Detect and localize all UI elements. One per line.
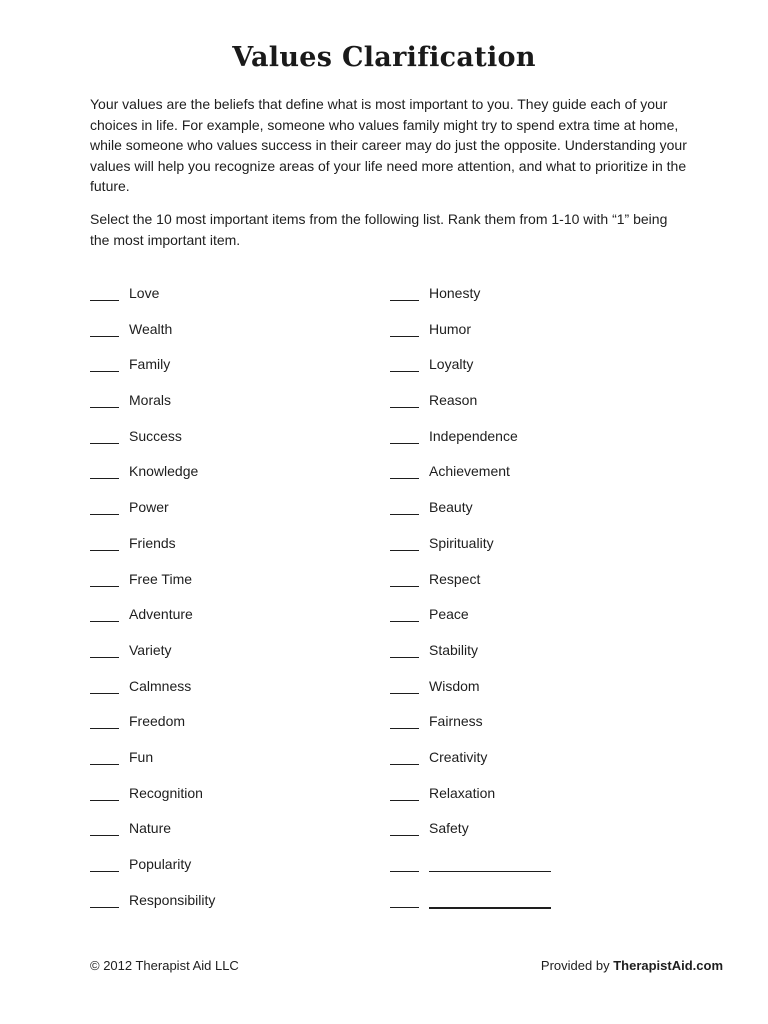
rank-blank[interactable] xyxy=(90,283,119,301)
rank-blank[interactable] xyxy=(390,497,419,515)
list-item xyxy=(90,640,215,676)
rank-blank[interactable] xyxy=(390,640,419,658)
value-label: Independence xyxy=(429,427,518,444)
list-item xyxy=(90,747,215,783)
list-item xyxy=(390,497,551,533)
list-item xyxy=(90,354,215,390)
list-item xyxy=(90,604,215,640)
value-label: Peace xyxy=(429,606,469,623)
page-footer xyxy=(90,958,723,973)
brand-name: TherapistAid.com xyxy=(613,958,723,973)
list-item xyxy=(90,390,215,426)
intro-paragraph: Your values are the beliefs that define what is most important to you. They guide each of your choices in life. For example, someone who values family might try to spend extra time at home, while someone who values success in their career may do just the opposite. Understanding your values will help you recognize areas of your life need more attention, and what to prioritize in the future. xyxy=(90,96,687,194)
list-item xyxy=(90,319,215,355)
list-item xyxy=(390,354,551,390)
value-label: Fun xyxy=(129,748,154,765)
list-item xyxy=(90,783,215,819)
list-item xyxy=(90,497,215,533)
value-label: Safety xyxy=(429,820,469,837)
list-item xyxy=(90,676,215,712)
value-label: Popularity xyxy=(129,856,192,872)
rank-blank[interactable] xyxy=(390,569,419,587)
value-label: Honesty xyxy=(429,285,481,301)
rank-blank[interactable] xyxy=(390,354,419,372)
rank-blank[interactable] xyxy=(90,569,119,587)
value-label: Fairness xyxy=(429,713,483,730)
list-item xyxy=(90,890,215,926)
rank-blank[interactable] xyxy=(390,604,419,622)
list-item-write-in xyxy=(390,890,551,926)
rank-blank[interactable] xyxy=(90,604,119,622)
rank-blank[interactable] xyxy=(390,390,419,408)
list-item xyxy=(90,461,215,497)
rank-blank[interactable] xyxy=(390,890,419,908)
rank-blank[interactable] xyxy=(390,676,419,694)
rank-blank[interactable] xyxy=(90,747,119,765)
list-item xyxy=(90,569,215,605)
copyright-text: © 2012 Therapist Aid LLC xyxy=(90,958,239,973)
rank-blank[interactable] xyxy=(390,319,419,337)
rank-blank[interactable] xyxy=(90,854,119,872)
write-in-field[interactable] xyxy=(429,854,551,872)
rank-blank[interactable] xyxy=(90,711,119,729)
list-item xyxy=(390,640,551,676)
value-label: Variety xyxy=(129,641,172,658)
rank-blank[interactable] xyxy=(90,533,119,551)
rank-blank[interactable] xyxy=(390,461,419,479)
rank-blank[interactable] xyxy=(90,676,119,694)
value-label: Calmness xyxy=(129,677,192,694)
value-label: Reason xyxy=(429,392,478,409)
value-label: Power xyxy=(129,499,169,516)
list-item xyxy=(390,711,551,747)
list-item xyxy=(390,747,551,783)
list-item xyxy=(90,426,215,462)
list-item xyxy=(390,818,551,854)
value-label: Friends xyxy=(129,534,176,551)
value-label: Recognition xyxy=(129,784,203,801)
list-item-write-in xyxy=(390,854,551,890)
rank-blank[interactable] xyxy=(90,890,119,908)
rank-blank[interactable] xyxy=(390,711,419,729)
value-label: Respect xyxy=(429,570,481,587)
value-label: Spirituality xyxy=(429,534,494,551)
value-label: Wisdom xyxy=(429,677,480,694)
value-label: Responsibility xyxy=(129,891,216,908)
rank-blank[interactable] xyxy=(90,319,119,337)
list-item xyxy=(390,283,551,319)
list-item xyxy=(390,604,551,640)
rank-blank[interactable] xyxy=(90,783,119,801)
value-label: Loyalty xyxy=(429,356,474,373)
value-label: Stability xyxy=(429,641,479,658)
value-label: Free Time xyxy=(129,570,193,587)
rank-blank[interactable] xyxy=(90,461,119,479)
rank-blank[interactable] xyxy=(90,497,119,515)
rank-blank[interactable] xyxy=(390,533,419,551)
list-item xyxy=(390,461,551,497)
page-title: Values Clarification xyxy=(232,42,536,73)
list-item xyxy=(390,319,551,355)
rank-blank[interactable] xyxy=(390,818,419,836)
list-item xyxy=(90,533,215,569)
provided-by-label: Provided by xyxy=(540,958,610,973)
value-label: Achievement xyxy=(429,463,510,480)
value-label: Family xyxy=(129,356,171,373)
provided-by xyxy=(541,958,723,973)
write-in-field[interactable] xyxy=(429,890,551,909)
list-item xyxy=(390,783,551,819)
value-label: Knowledge xyxy=(129,463,199,480)
rank-blank[interactable] xyxy=(90,390,119,408)
value-label: Love xyxy=(129,285,160,301)
rank-blank[interactable] xyxy=(90,354,119,372)
values-column-left xyxy=(90,283,215,925)
rank-blank[interactable] xyxy=(390,283,419,301)
value-label: Beauty xyxy=(429,499,473,516)
list-item xyxy=(390,676,551,712)
value-label: Freedom xyxy=(129,713,186,730)
list-item xyxy=(90,283,215,319)
rank-blank[interactable] xyxy=(90,426,119,444)
values-column-right xyxy=(390,283,551,925)
rank-blank[interactable] xyxy=(90,818,119,836)
list-item xyxy=(390,390,551,426)
list-item xyxy=(90,818,215,854)
rank-blank[interactable] xyxy=(390,426,419,444)
instructions-paragraph: Select the 10 most important items from the following list. Rank them from 1-10 with “1” being the most important item. xyxy=(90,211,668,248)
list-item xyxy=(390,569,551,605)
value-label: Humor xyxy=(429,320,472,337)
value-label: Creativity xyxy=(429,748,488,765)
rank-blank[interactable] xyxy=(390,747,419,765)
rank-blank[interactable] xyxy=(390,783,419,801)
list-item xyxy=(90,711,215,747)
value-label: Success xyxy=(129,427,182,444)
list-item xyxy=(390,426,551,462)
value-label: Wealth xyxy=(129,320,173,337)
rank-blank[interactable] xyxy=(390,854,419,872)
value-label: Adventure xyxy=(129,606,193,623)
rank-blank[interactable] xyxy=(90,640,119,658)
value-label: Nature xyxy=(129,820,172,837)
list-item xyxy=(390,533,551,569)
value-label: Relaxation xyxy=(429,784,496,801)
value-label: Morals xyxy=(129,392,172,409)
list-item xyxy=(90,854,215,890)
